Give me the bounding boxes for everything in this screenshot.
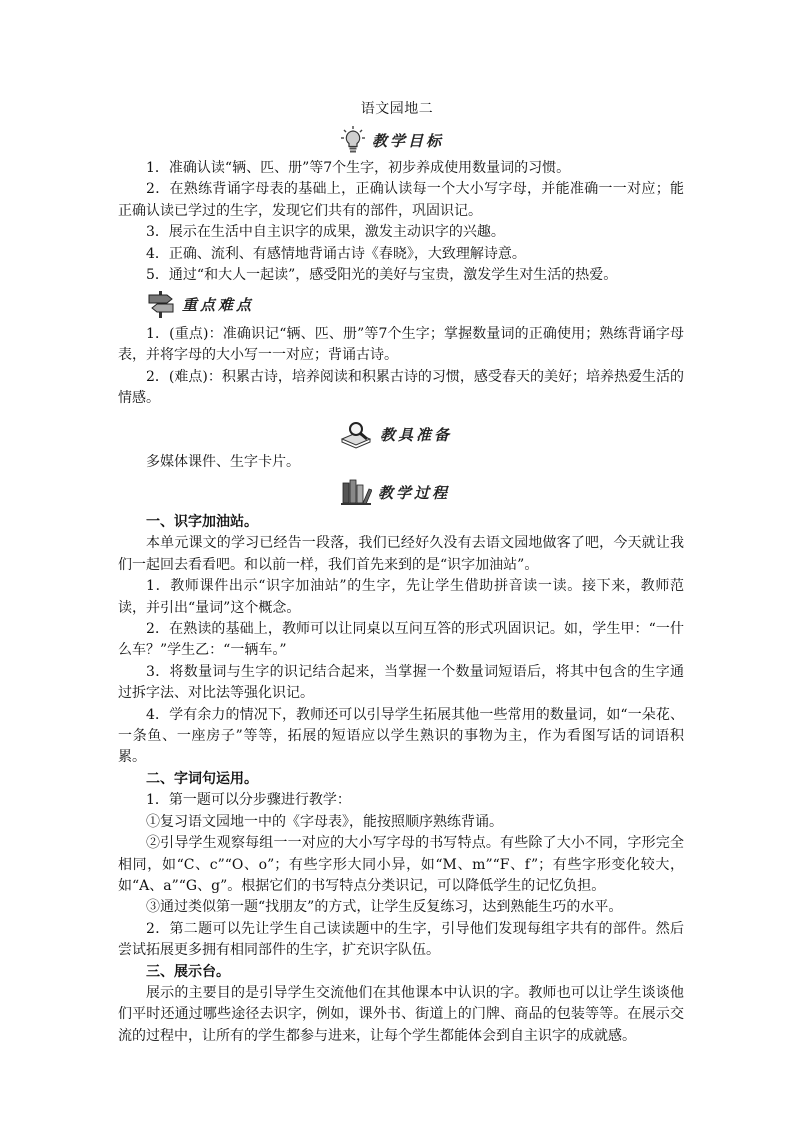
prep-heading	[340, 418, 452, 450]
magnifier-book-icon	[340, 419, 374, 449]
process-item: 3．将数量词与生字的识记结合起来，当掌握一个数量词短语后，将其中包含的生字通过拆字法、对比法等强化识记。	[118, 663, 684, 702]
process-item: 展示的主要目的是引导学生交流他们在其他课本中认识的字。教师也可以让学生谈谈他们平时还通过哪些途径去识字，例如，课外书、街道上的门牌、商品的包装等等。在展示交流的过程中，让所有的学生都参与进来，让每个学生都能体会到自主识字的成就感。	[118, 984, 684, 1044]
key-points-list	[118, 324, 684, 410]
prep-heading-text: 教具准备	[380, 425, 453, 444]
goals-heading	[340, 124, 444, 156]
key-points-item: 1．(重点)：准确识记“辆、匹、册”等7个生字；掌握数量词的正确使用；熟练背诵字母表，并将字母的大小写一一对应；背诵古诗。	[118, 326, 684, 364]
process-item: 2．在熟读的基础上，教师可以让同桌以互问互答的形式巩固识记。如，学生甲：“一什么车？”学生乙：“一辆车。”	[118, 621, 684, 659]
prep-item: 多媒体课件、生字卡片。	[146, 454, 300, 470]
process-heading-text: 教学过程	[378, 483, 451, 502]
process-item: ③通过类似第一题“找朋友”的方式，让学生反复练习，达到熟能生巧的水平。	[146, 899, 623, 916]
process-item: 1．教师课件出示“识字加油站”的生字，先让学生借助拼音读一读。接下来，教师范读，并引出“量词”这个概念。	[118, 578, 684, 616]
process-heading	[340, 476, 450, 508]
lightbulb-icon	[340, 125, 366, 155]
goals-heading-text: 教学目标	[372, 131, 445, 150]
process-item: 1．第一题可以分步骤进行教学：	[146, 792, 351, 809]
signpost-icon	[146, 289, 176, 319]
process-subheading: 一、识字加油站。	[146, 514, 258, 530]
process-item: 4．学有余力的情况下，教师还可以引导学生拓展其他一些常用的数量词，如“一朵花、一条鱼、一座房子”等等，拓展的短语应以学生熟识的事物为主，作为看图写话的词语积累。	[118, 706, 684, 766]
process-item: ①复习语文园地一中的《字母表》，能按照顺序熟练背诵。	[146, 813, 503, 830]
goals-item: 5．通过“和大人一起读”，感受阳光的美好与宝贵，激发学生对生活的热爱。	[146, 267, 618, 284]
goals-item: 1．准确认读“辆、匹、册”等7个生字，初步养成使用数量词的习惯。	[146, 160, 571, 176]
process-subheading: 三、展示台。	[146, 963, 230, 980]
process-item: 2．第二题可以先让学生自己读读题中的生字，引导他们发现每组字共有的部件。然后尝试拓展更多拥有相同部件的生字，扩充识字队伍。	[118, 920, 684, 959]
goals-item: 4．正确、流利、有感情地背诵古诗《春晓》，大致理解诗意。	[146, 245, 526, 262]
page-title: 语文园地二	[360, 101, 434, 117]
books-icon	[340, 477, 372, 507]
goals-list	[118, 158, 684, 286]
prep-list	[118, 452, 684, 473]
key-points-heading	[146, 288, 254, 320]
key-points-heading-text: 重点难点	[182, 295, 255, 314]
process-item: 本单元课文的学习已经告一段落，我们已经好久没有去语文园地做客了吧，今天就让我们一起回去看看吧。和以前一样，我们首先来到的是“识字加油站”。	[118, 535, 684, 573]
process-list	[118, 512, 684, 1047]
goals-item: 2．在熟练背诵字母表的基础上，正确认读每一个大小写字母，并能准确一一对应；能正确认读已学过的生字，发现它们共有的部件，巩固识记。	[118, 181, 684, 219]
process-subheading: 二、字词句运用。	[146, 770, 258, 787]
key-points-item: 2．(难点)：积累古诗，培养阅读和积累古诗的习惯，感受春天的美好；培养热爱生活的情感。	[118, 368, 684, 407]
process-item: ②引导学生观察每组一一对应的大小写字母的书写特点。有些除了大小不同，字形完全相同，如“C、c”“O、o”；有些字形大同小异，如“M、m”“F、f”；有些字形变化较大，如“A、a”“G、g”。根据它们的书写特点分类识记，可以降低学生的记忆负担。	[118, 835, 684, 894]
goals-item: 3．展示在生活中自主识字的成果，激发主动识字的兴趣。	[146, 224, 505, 241]
